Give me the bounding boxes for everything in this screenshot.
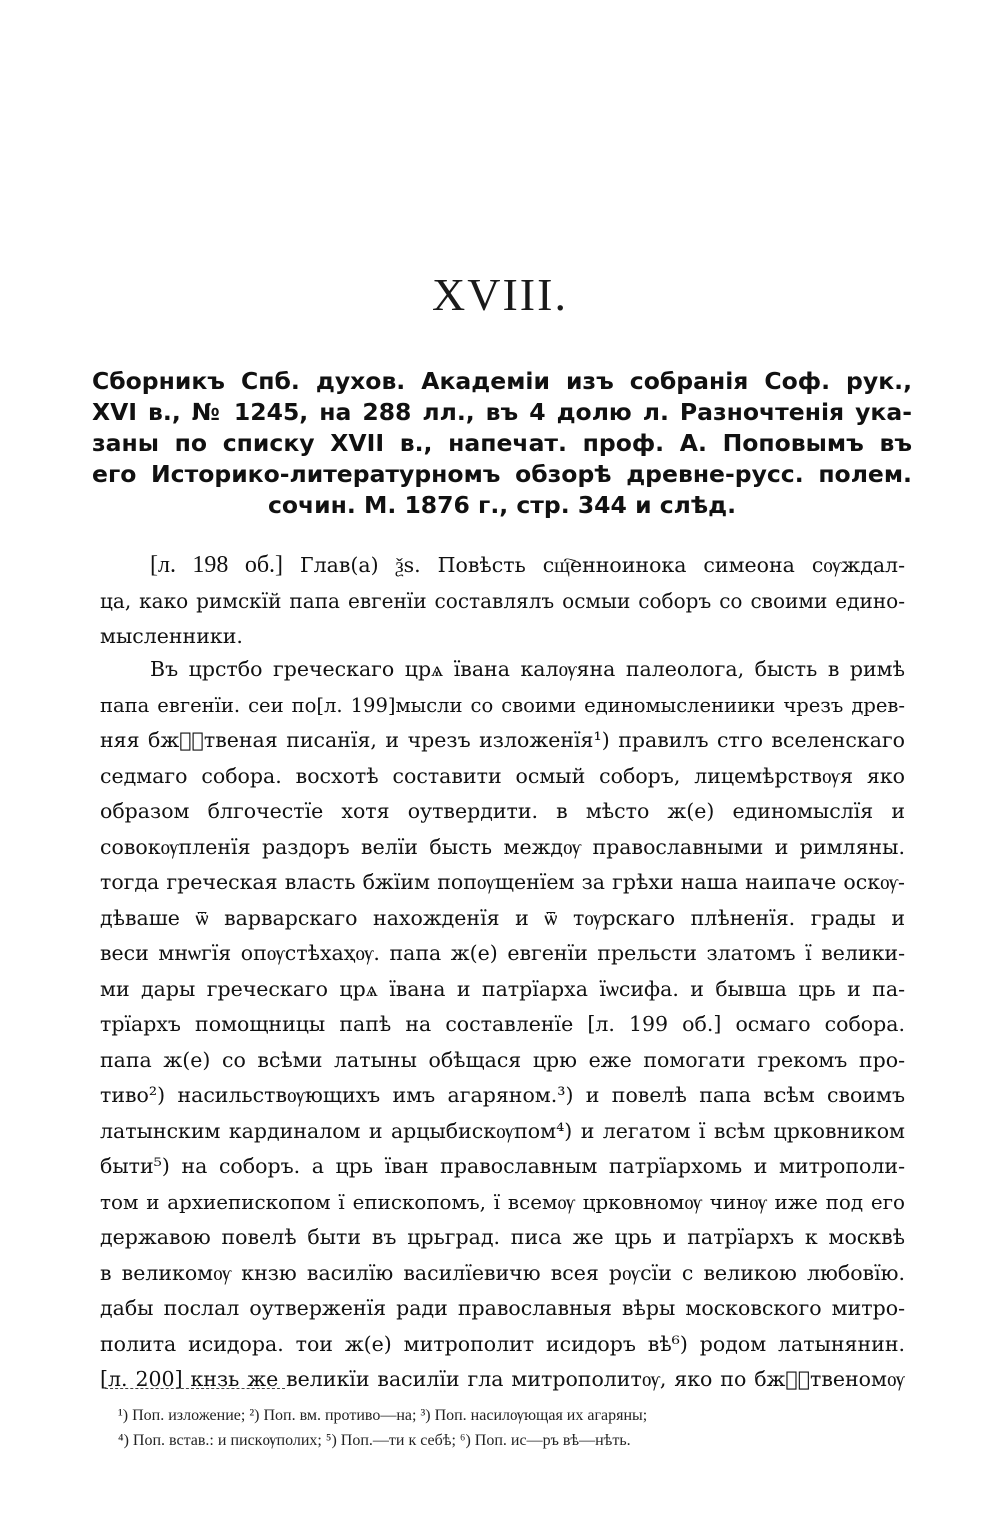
source-description <box>92 366 912 521</box>
source-description-line: XVI в., № 1245, на 288 лл., въ 4 долю л. Разночтенія ука- <box>92 398 912 426</box>
text-line: седмаго собора. восхотѣ составити осмый соборъ, лицемѣрствѹя яко <box>100 763 905 788</box>
text-line: ми дары греческаго црѧ ївана и патрїарха їѡсифа. и бывша црь и па- <box>100 976 905 1001</box>
text-line: в великомѹ кнзю василїю василїевичю всея рѹсїи с великою любовїю. <box>100 1260 905 1285</box>
text-line: тогда греческая власть бжїим попѹщенїем за грѣхи наша наипаче оскѹ- <box>100 870 905 894</box>
source-description-line: его Историко-литературномъ обзорѣ древне-русс. полем. <box>92 460 912 488</box>
text-line: ца, како римскїй папа евгенїи составлялъ осмыи соборъ со своими едино- <box>100 588 905 613</box>
source-description-line: сочин. М. 1876 г., стр. 344 и слѣд. <box>267 491 737 519</box>
text-line: веси мнѡгїя опѹстѣхаҳѹ. папа ж(е) евгенїи прельсти златомъ ї велики- <box>100 941 905 965</box>
text-line: дѣваше ѿ варварскаго нахожденїя и ѿ тѹрскаго плѣненїя. грады и <box>100 905 905 930</box>
text-line: державою повелѣ быти въ црьград. писа же црь и патрїархъ к москвѣ <box>100 1225 905 1249</box>
text-line: полита исидора. тои ж(е) митрополит исидоръ вѣ⁶) родом латынянин. <box>100 1331 905 1356</box>
text-line: тиво²) насильствѹющихъ имъ агаряном.³) и повелѣ папа всѣм своимъ <box>100 1083 905 1107</box>
text-line: дабы послал оутверженїя ради православныя вѣры московского митро- <box>100 1296 905 1320</box>
text-line: совокѹпленїя раздоръ велїи бысть междѹ православными и римляны. <box>100 834 905 859</box>
chapter-number: XVIII. <box>432 269 568 320</box>
text-line: [л. 198 об.] Глав(а) ѯѕ. Повѣсть сщ҇енноинока симеона сѹждал- <box>150 552 905 578</box>
text-line: папа евгенїи. сеи по[л. 199]мысли со своими единомыслениики чрезъ древ- <box>100 693 905 717</box>
text-line: папа ж(е) со всѣми латыны обѣщася црю еже помогати грекомъ про- <box>100 1047 905 1072</box>
footnotes <box>118 1403 908 1453</box>
text-line: мысленники. <box>100 624 243 648</box>
footnote-line: ⁴) Поп. встав.: и пискѹполих; ⁵) Поп.—ти к себѣ; ⁶) Поп. ис—ръ вѣ—нѣть. <box>118 1432 631 1449</box>
text-line: Въ црстбо греческаго црѧ ївана калѹяна палеолога, бысть в римѣ <box>150 657 905 681</box>
footnote-divider <box>105 1388 285 1390</box>
text-line: [л. 200] кнзь же великїи василїи гла митрополитѹ, яко по бжⷭ҇твеномѹ <box>100 1367 905 1391</box>
chapter-title-paragraph <box>100 548 905 655</box>
text-line: трїархъ помощницы папѣ на составленїе [л. 199 об.] осмаго собора. <box>100 1012 905 1036</box>
text-line: образом блгочестїе хотя оутвердити. в мѣсто ж(е) единомыслїя и <box>100 799 905 823</box>
source-description-line: заны по списку XVII в., напечат. проф. А. Поповымъ въ <box>92 429 912 457</box>
main-text-paragraph <box>100 652 905 1398</box>
folio-reference: [л. 198 об.] <box>150 552 284 578</box>
text-line: том и архиепископом ї епископомъ, ї всемѹ црковномѹ чинѹ иже под его <box>100 1190 905 1214</box>
text-line: быти⁵) на соборъ. а црь їван православным патрїархомь и митрополи- <box>100 1154 905 1178</box>
text-line: няя бжⷭ҇твеная писанїя, и чрезъ изложенїя¹) правилъ стго вселенскаго <box>100 728 905 752</box>
footnote-line: ¹) Поп. изложение; ²) Поп. вм. противо—на; ³) Поп. насилѹющая их агаряны; <box>118 1407 648 1424</box>
source-description-line: Сборникъ Спб. духов. Академіи изъ собранія Соф. рук., <box>92 367 912 395</box>
text-line: латынским кардиналом и арцыбискѹпом⁴) и легатом ї всѣм црковником <box>100 1118 905 1143</box>
